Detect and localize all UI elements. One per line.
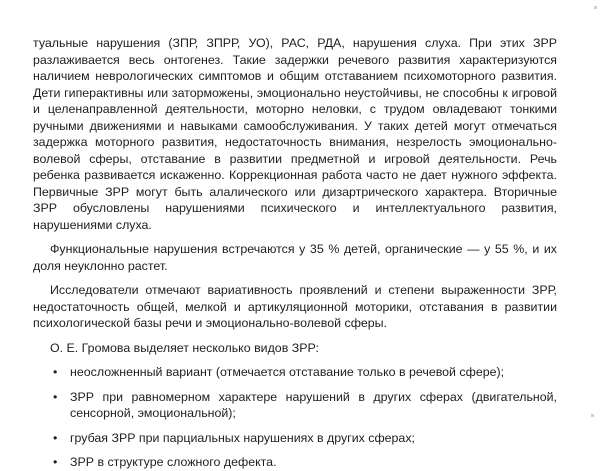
paragraph-3: Исследователи отмечают вариативность проявлений и степени выраженности ЗРР, недостаточность общей, мелкой и артикуляционной моторики, отставания в развитии психологической базы речи и эмоционально-волевой сферы. [33, 283, 557, 330]
list-item-text: ЗРР при равномерном характере нарушений в других сферах (двигательной, сенсорной, эмоциональной); [70, 389, 557, 420]
list-item [33, 364, 557, 381]
bullet-icon: • [53, 430, 58, 445]
document-page [33, 35, 557, 471]
bullet-icon: • [53, 389, 58, 404]
paragraph-4: О. Е. Громова выделяет несколько видов ЗРР: [50, 340, 319, 355]
list-item-text: ЗРР в структуре сложного дефекта. [70, 455, 277, 469]
bullet-icon: • [53, 455, 58, 469]
list-item [33, 454, 557, 471]
paragraph-2: Функциональные нарушения встречаются у 35 % детей, органические — у 55 %, и их доля неуклонно растет. [33, 242, 557, 273]
bullet-list [33, 364, 557, 471]
list-item [33, 389, 557, 422]
list-item-text: неосложненный вариант (отмечается отставание только в речевой сфере); [70, 365, 505, 379]
crop-mark-bottom-right [591, 414, 594, 417]
list-item-text: грубая ЗРР при парциальных нарушениях в других сферах; [70, 430, 415, 445]
crop-mark-top-right [594, 6, 597, 9]
list-item [33, 430, 557, 447]
bullet-icon: • [53, 365, 58, 379]
paragraph-1: туальные нарушения (ЗПР, ЗПРР, УО), РАС, РДА, нарушения слуха. При этих ЗРР разлаживается весь онтогенез. Такие задержки речевого развития характеризуются наличием неврологических симптомов и общим отставанием психомоторного развития. Дети гиперактивны или заторможены, эмоционально неустойчивы, не способны к игровой и целенаправленной деятельности, моторно неловки, с трудом овладевают тонкими ручными движениями и навыками самообслуживания. У таких детей могут отмечаться задержка моторного развития, недостаточность внимания, незрелость эмоционально-волевой сферы, отставание в развитии предметной и игровой деятельности. Речь ребенка развивается искаженно. Коррекционная работа часто не дает нужного эффекта. Первичные ЗРР могут быть алалического или дизартрического характера. Вторичные ЗРР обусловлены нарушениями психического и интеллектуального развития, нарушениями слуха. [33, 36, 557, 232]
